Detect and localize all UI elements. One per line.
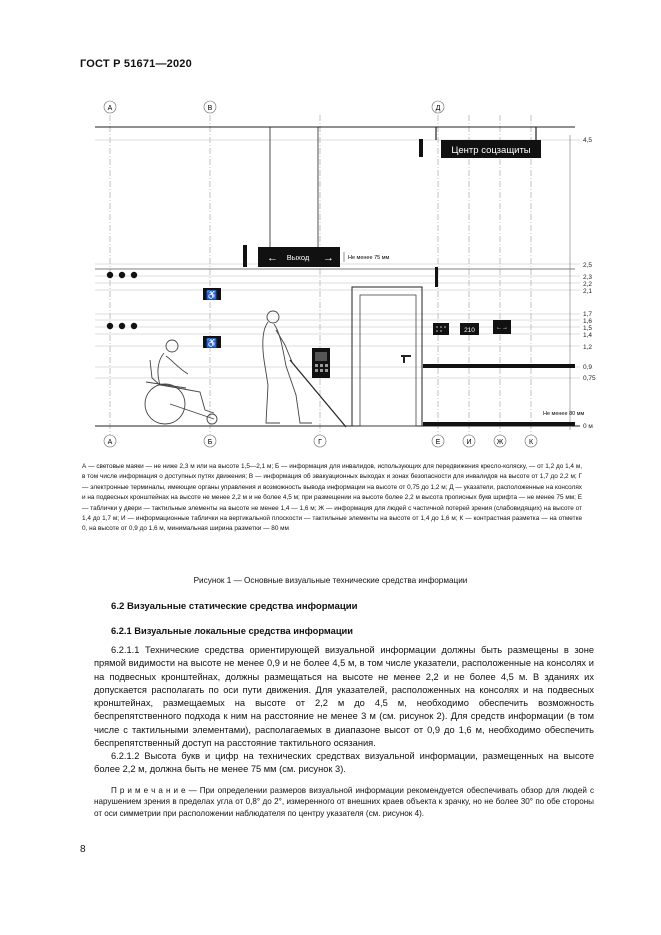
contrast-marking <box>423 364 575 368</box>
wheelchair-sign <box>203 288 221 300</box>
bottom-axis-markers <box>104 435 537 447</box>
height-label: 2,5 <box>583 262 593 269</box>
subsection-heading: 6.2.1 Визуальные локальные средства информации <box>111 626 353 636</box>
wheelchair-sign <box>203 336 221 348</box>
section-heading: 6.2 Визуальные статические средства информации <box>111 601 358 612</box>
note-text: П р и м е ч а н и е — При определении размеров визуальной информации рекомендуется обеспечивать обзор для людей с нарушением зрения в пределах угла от 0,8° до 2°, измеренного от внешних краев объекта к зрачку, но не более 30° по обе стороны от оси симметрии при расположении наблюдателя по центру указателя (см. рисунок 4). <box>94 786 594 818</box>
arrow-left-icon: ← <box>267 252 278 264</box>
axis-letter: Г <box>318 439 322 446</box>
contrast-marking <box>423 422 575 426</box>
paragraph-6-2-1-1-block <box>94 644 594 750</box>
wheelchair-user-figure <box>145 340 217 424</box>
arrow-right-icon: → <box>323 252 334 264</box>
svg-text:♿: ♿ <box>206 290 218 300</box>
height-label: 2,1 <box>583 288 593 295</box>
paragraph-6-2-1-2-block <box>94 750 594 777</box>
figure-1 <box>0 0 661 460</box>
figure-caption: Рисунок 1 — Основные визуальные технические средства информации <box>193 576 468 585</box>
height-label: 1,5 <box>583 325 593 332</box>
tactile-plate <box>433 323 449 335</box>
height-label: 2,3 <box>583 274 593 281</box>
height-label: 0,9 <box>583 364 593 371</box>
height-label: 1,4 <box>583 332 593 339</box>
arrows-plate <box>493 320 511 334</box>
light-beacons <box>107 272 137 329</box>
axis-letter: К <box>528 439 534 446</box>
height-label: 2,2 <box>583 281 593 288</box>
axis-letter: А <box>107 105 113 112</box>
min-75-label: Не менее 75 мм <box>348 255 390 261</box>
blind-pedestrian-figure <box>263 311 346 427</box>
min-80-label: Не менее 80 мм <box>543 411 585 417</box>
document-header: ГОСТ Р 51671—2020 <box>80 58 192 70</box>
svg-text:♿: ♿ <box>206 338 218 348</box>
paragraph-6-2-1-1: 6.2.1.1 Технические средства ориентирующей визуальной информации должны быть размещены в зоне прямой видимости на высоте не менее 0,9 и не более 4,5 м, в том числе указатели, расположенные на консолях и на подвесных кронштейнах, должны размещаться на высоте не менее 2,2 и не более 4,5 м. В зданиях их допускается располагать по оси пути движения. Для указателей, расположенных на консолях и на подвесных кронштейнах, размещаемых на высоте от 2,2 м до 4,5 м, необходимо обеспечить возможность беспрепятственного подхода к ним на расстояние не менее 3 м (см. рисунок 2). Для средств информации (в том числе с тактильными элементами), располагаемых в диапазоне высот от 0,9 до 1,6 м, необходимо обеспечить беспрепятственный доступ на расстояние тактильного осязания. <box>94 645 594 749</box>
page-number: 8 <box>80 844 86 855</box>
social-center-sign-label: Центр соцзащиты <box>451 145 531 156</box>
social-center-sign <box>441 140 541 158</box>
height-labels <box>583 137 596 430</box>
electronic-terminal <box>312 348 330 378</box>
axis-letter: И <box>466 439 472 446</box>
exit-sign-label: Выход <box>286 253 310 262</box>
axis-letter: Д <box>435 105 441 112</box>
axis-letter: В <box>207 105 213 112</box>
axis-letter: Ж <box>496 439 504 446</box>
axis-letter: Е <box>435 439 441 446</box>
height-label: 4,5 <box>583 137 593 144</box>
axis-letter: А <box>107 439 113 446</box>
exit-sign <box>258 247 340 267</box>
door <box>352 287 422 426</box>
note-block <box>94 785 594 819</box>
axis-letter: Б <box>207 439 213 446</box>
figure-legend-text: А — световые маяки — не ниже 2,3 м или на высоте 1,5—2,1 м; Б — информация для инвалидов, использующих для передвижения кресло-коляску, — от 1,2 до 1,4 м, в том числе информация о доступных путях движения; В — информация об эвакуационных выходах и зонах безопасности для инвалидов на высоте от 1,7 до 2,2 м; Г — электронные терминалы, имеющие органы управления и возможность вывода информации на высоте от 0,75 до 1,2 м; Д — указатели, расположенные на консолях и на подвесных кронштейнах на высоте не менее 2,2 м и не более 4,5 м; при размещении на высоте более 2,2 м высота прописных букв шрифта — не менее 75 мм; Е — таблички у двери — тактильные элементы на высоте не менее 1,4 — 1,6 м; Ж — информация для людей с частичной потерей зрения (слабовидящих) на высоте от 1,4 до 1,7 м; И — информационные таблички на вертикальной плоскости — тактильные элементы на высоте от 1,4 до 1,6 м; К — контрастная разметка — на отметке 0, на высоте от 0,9 до 1,6 м, минимальная ширина разметки — 80 мм <box>82 463 582 533</box>
paragraph-6-2-1-2: 6.2.1.2 Высота букв и цифр на технических средствах визуальной информации, размещенных на высоте более 2,2 м, должна быть не менее 75 мм (см. рисунок 3). <box>94 751 594 775</box>
top-axis-markers <box>104 101 444 113</box>
height-label: 1,2 <box>583 344 593 351</box>
height-label: 1,6 <box>583 318 593 325</box>
svg-text:210: 210 <box>464 327 475 334</box>
height-label: 0,75 <box>583 375 596 382</box>
svg-text:←→: ←→ <box>496 325 508 331</box>
height-label: 1,7 <box>583 311 593 318</box>
figure-legend <box>82 462 582 535</box>
room-number-plate <box>460 323 479 335</box>
height-label: 0 м <box>583 423 593 430</box>
